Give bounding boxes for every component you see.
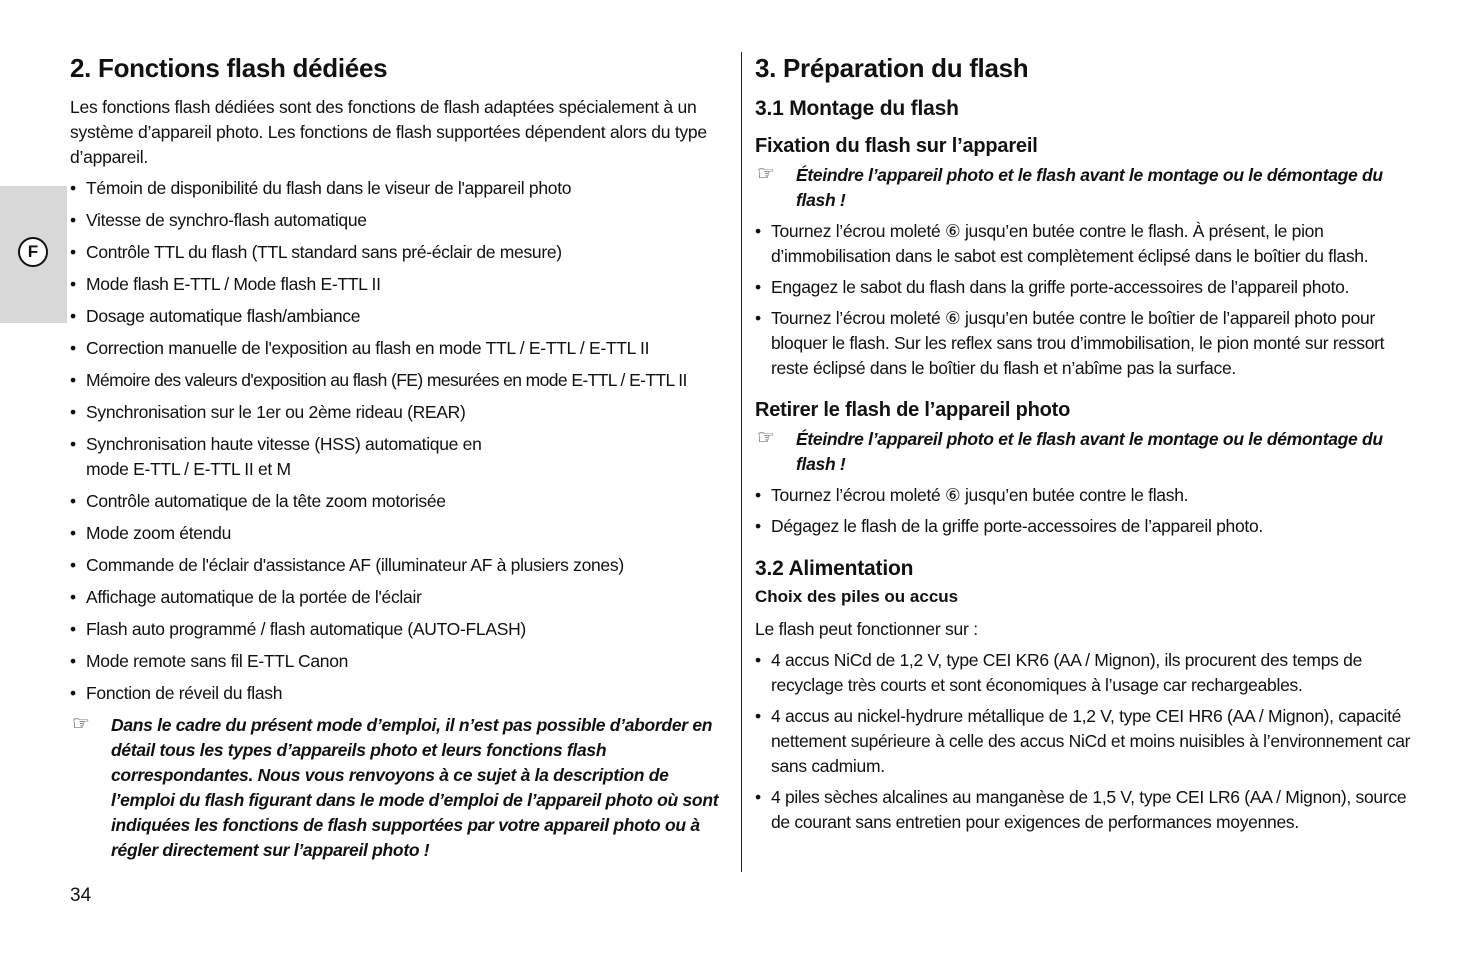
list-item: • Dégagez le flash de la griffe porte-accessoires de l’appareil photo. — [755, 514, 1420, 539]
note-block — [755, 163, 1420, 213]
section-2-heading: 2. Fonctions flash dédiées — [70, 53, 388, 83]
right-column — [755, 50, 1420, 841]
list-item: • Contrôle TTL du flash (TTL standard sans pré-éclair de mesure) — [70, 240, 730, 265]
section-2-intro: Les fonctions flash dédiées sont des fonctions de flash adaptées spécialement à un système d’appareil photo. Les fonctions de flash supportées dépendent alors du type d’appareil. — [70, 97, 707, 167]
attach-steps-list — [755, 219, 1420, 381]
note-text: Éteindre l’appareil photo et le flash avant le montage ou le démontage du flash ! — [796, 429, 1383, 474]
battery-options-list — [755, 648, 1420, 835]
pointing-hand-icon: ☞ — [757, 163, 775, 185]
pointing-hand-icon: ☞ — [757, 427, 775, 449]
section-3-2-heading: 3.2 Alimentation — [755, 557, 914, 580]
list-item: • 4 accus au nickel-hydrure métallique de 1,2 V, type CEI HR6 (AA / Mignon), capacité nettement supérieure à celle des accus NiCd et moins nuisibles à l’environnement car sans cadmium. — [755, 704, 1420, 779]
page-number: 34 — [70, 885, 92, 906]
list-item: • Engagez le sabot du flash dans la griffe porte-accessoires de l’appareil photo. — [755, 275, 1420, 300]
power-intro: Le flash peut fonctionner sur : — [755, 619, 978, 639]
list-item: • Mode zoom étendu — [70, 521, 730, 546]
remove-steps-list — [755, 483, 1420, 539]
list-item: • Tournez l’écrou moleté ⑥ jusqu’en butée contre le boîtier de l’appareil photo pour bloquer le flash. Sur les reflex sans trou d’immobilisation, le pion monté sur ressort reste éclipsé dans le boîtier du flash et n’abîme pas la surface. — [755, 306, 1420, 381]
list-item: • Tournez l’écrou moleté ⑥ jusqu’en butée contre le flash. À présent, le pion d’immobilisation dans le sabot est complètement éclipsé dans le boîtier du flash. — [755, 219, 1420, 269]
note-block — [70, 713, 730, 863]
list-item: • Mode remote sans fil E-TTL Canon — [70, 649, 730, 674]
list-item: • 4 accus NiCd de 1,2 V, type CEI KR6 (AA / Mignon), ils procurent des temps de recyclage très courts et sont économiques à l’usage car rechargeables. — [755, 648, 1420, 698]
list-item: • Synchronisation sur le 1er ou 2ème rideau (REAR) — [70, 400, 730, 425]
list-item: • Mode flash E-TTL / Mode flash E-TTL II — [70, 272, 730, 297]
list-item: • Fonction de réveil du flash — [70, 681, 730, 706]
section-3-1-heading: 3.1 Montage du flash — [755, 97, 959, 120]
list-item: • Synchronisation haute vitesse (HSS) automatique en mode E-TTL / E-TTL II et M — [70, 432, 526, 482]
list-item: • Mémoire des valeurs d'exposition au flash (FE) mesurées en mode E-TTL / E-TTL II — [70, 368, 730, 393]
left-column — [70, 50, 730, 869]
pointing-hand-icon: ☞ — [72, 713, 90, 735]
language-tab-label: F — [18, 237, 48, 267]
list-item: • Affichage automatique de la portée de l'éclair — [70, 585, 730, 610]
list-item: • 4 piles sèches alcalines au manganèse de 1,5 V, type CEI LR6 (AA / Mignon), source de courant sans entretien pour exigences de performances moyennes. — [755, 785, 1420, 835]
list-item: • Tournez l’écrou moleté ⑥ jusqu’en butée contre le flash. — [755, 483, 1420, 508]
note-text: Dans le cadre du présent mode d’emploi, il n’est pas possible d’aborder en détail tous les types d’appareils photo et leurs fonctions flash correspondantes. Nous vous renvoyons à ce sujet à la description de l’emploi du flash figurant dans le mode d’emploi de l’appareil photo où sont indiquées les fonctions de flash supportées par votre appareil photo ou à régler directement sur l’appareil photo ! — [111, 715, 719, 860]
list-item: • Témoin de disponibilité du flash dans le viseur de l'appareil photo — [70, 176, 730, 201]
column-divider — [741, 52, 742, 872]
note-block — [755, 427, 1420, 477]
dedicated-functions-list — [70, 176, 730, 706]
batteries-subheading: Choix des piles ou accus — [755, 587, 959, 606]
list-item: • Dosage automatique flash/ambiance — [70, 304, 730, 329]
list-item: • Flash auto programmé / flash automatique (AUTO-FLASH) — [70, 617, 730, 642]
remove-flash-heading: Retirer le flash de l’appareil photo — [755, 399, 1071, 421]
list-item: • Contrôle automatique de la tête zoom motorisée — [70, 489, 730, 514]
section-3-heading: 3. Préparation du flash — [755, 53, 1029, 83]
attach-flash-heading: Fixation du flash sur l’appareil — [755, 135, 1038, 157]
list-item: • Vitesse de synchro-flash automatique — [70, 208, 730, 233]
note-text: Éteindre l’appareil photo et le flash avant le montage ou le démontage du flash ! — [796, 165, 1383, 210]
list-item: • Correction manuelle de l'exposition au flash en mode TTL / E-TTL / E-TTL II — [70, 336, 730, 361]
list-item: • Commande de l'éclair d'assistance AF (illuminateur AF à plusiers zones) — [70, 553, 730, 578]
